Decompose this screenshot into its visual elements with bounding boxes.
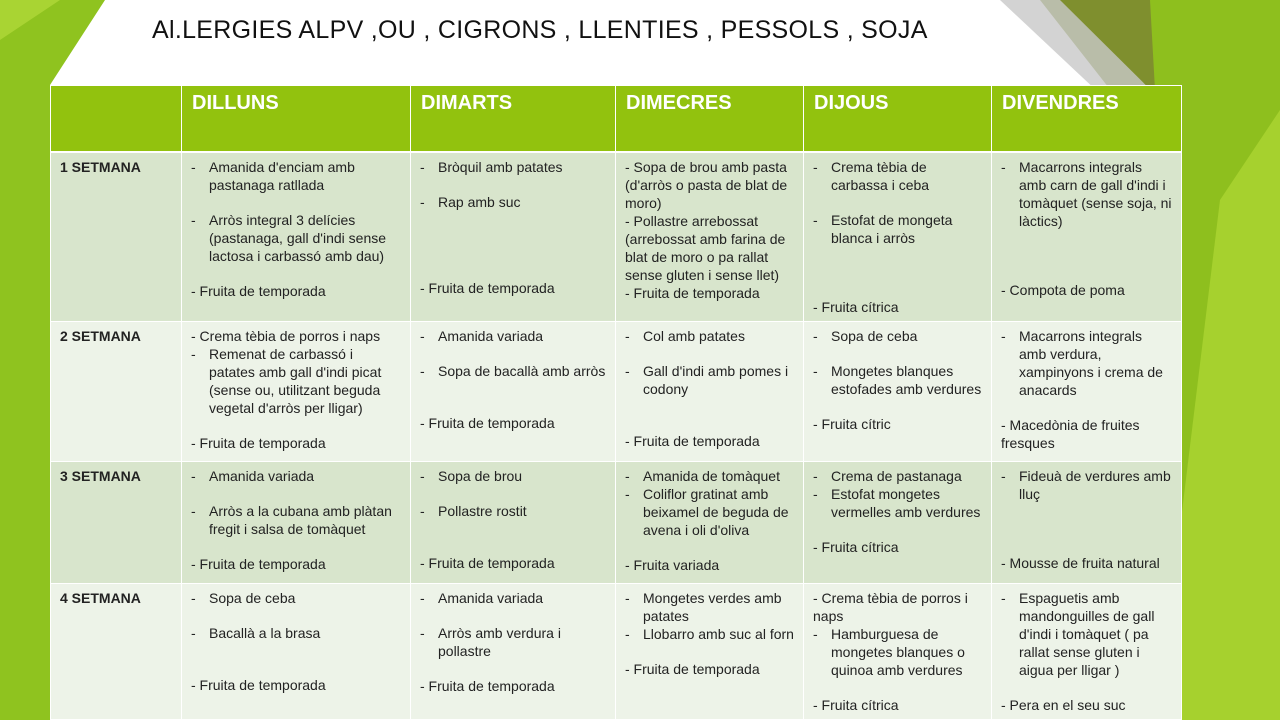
menu-cell <box>182 584 411 720</box>
menu-line: - Fruita de temporada <box>420 280 555 296</box>
line-spacer <box>1001 230 1172 247</box>
line-spacer <box>813 264 982 281</box>
menu-cell <box>992 152 1182 322</box>
table-row <box>51 152 1182 322</box>
menu-line: - Fruita de temporada <box>625 285 760 301</box>
menu-line: - Pera en el seu suc <box>1001 697 1126 713</box>
dish-item: - Amanida de tomàquet <box>625 467 794 485</box>
header-row <box>51 86 1182 153</box>
menu-cell <box>804 152 992 322</box>
line-spacer <box>813 247 982 264</box>
line-spacer <box>625 415 794 432</box>
line-spacer <box>813 194 982 211</box>
line-spacer <box>813 521 982 538</box>
menu-cell <box>616 152 804 322</box>
dish-item: - Bròquil amb patates <box>420 158 606 176</box>
week-label: 4 SETMANA <box>51 584 182 720</box>
menu-table <box>50 85 1182 720</box>
line-spacer <box>1001 399 1172 416</box>
line-spacer <box>420 262 606 279</box>
dish-item: - Amanida variada <box>191 467 401 485</box>
header-cell-dimarts: DIMARTS <box>411 86 616 153</box>
menu-line: - Crema tèbia de porros i naps <box>813 590 968 624</box>
dish-item: - Sopa de brou <box>420 467 606 485</box>
dish-item: - Espaguetis amb mandonguilles de gall d'indi i tomàquet ( pa rallat sense gluten i aigua per lligar ) <box>1001 589 1172 679</box>
menu-line: - Fruita de temporada <box>625 661 760 677</box>
menu-line: - Fruita cítric <box>813 416 891 432</box>
week-label: 3 SETMANA <box>51 462 182 584</box>
dish-item: - Arròs a la cubana amb plàtan fregit i salsa de tomàquet <box>191 502 401 538</box>
menu-line: - Macedònia de fruites fresques <box>1001 417 1140 451</box>
line-spacer <box>191 538 401 555</box>
table-row <box>51 322 1182 462</box>
dish-item: - Bacallà a la brasa <box>191 624 401 642</box>
dish-item: - Coliflor gratinat amb beixamel de beguda de avena i oli d'oliva <box>625 485 794 539</box>
menu-line: - Fruita de temporada <box>420 678 555 694</box>
menu-line: - Fruita variada <box>625 557 720 573</box>
dish-item: - Estofat mongetes vermelles amb verdures <box>813 485 982 521</box>
line-spacer <box>420 607 606 624</box>
menu-line: - Fruita cítrica <box>813 697 899 713</box>
dish-item: - Remenat de carbassó i patates amb gall d'indi picat (sense ou, utilitzant beguda vegetal d'arròs per lligar) <box>191 345 401 417</box>
dish-item: - Estofat de mongeta blanca i arròs <box>813 211 982 247</box>
dish-item: - Hamburguesa de mongetes blanques o quinoa amb verdures <box>813 625 982 679</box>
dish-item: - Amanida variada <box>420 589 606 607</box>
menu-cell <box>411 322 616 462</box>
dish-item: - Rap amb suc <box>420 193 606 211</box>
line-spacer <box>625 345 794 362</box>
line-spacer <box>813 679 982 696</box>
line-spacer <box>191 485 401 502</box>
dish-item: - Fideuà de verdures amb lluç <box>1001 467 1172 503</box>
header-cell-dijous: DIJOUS <box>804 86 992 153</box>
line-spacer <box>420 660 606 677</box>
line-spacer <box>625 643 794 660</box>
line-spacer <box>420 245 606 262</box>
menu-cell <box>411 152 616 322</box>
line-spacer <box>191 417 401 434</box>
line-spacer <box>420 211 606 228</box>
line-spacer <box>420 176 606 193</box>
dish-item: - Col amb patates <box>625 327 794 345</box>
menu-cell <box>616 462 804 584</box>
menu-cell <box>411 462 616 584</box>
line-spacer <box>420 485 606 502</box>
menu-line: - Compota de poma <box>1001 282 1125 298</box>
menu-cell <box>411 584 616 720</box>
menu-line: - Sopa de brou amb pasta (d'arròs o pasta de blat de moro) <box>625 159 788 211</box>
menu-line: - Fruita cítrica <box>813 539 899 555</box>
dish-item: - Sopa de ceba <box>813 327 982 345</box>
line-spacer <box>1001 679 1172 696</box>
header-cell-divendres: DIVENDRES <box>992 86 1182 153</box>
line-spacer <box>191 265 401 282</box>
week-label: 1 SETMANA <box>51 152 182 322</box>
line-spacer <box>420 537 606 554</box>
menu-line: - Fruita de temporada <box>191 677 326 693</box>
line-spacer <box>1001 503 1172 520</box>
menu-line: - Fruita de temporada <box>625 433 760 449</box>
menu-line: - Fruita de temporada <box>191 283 326 299</box>
menu-line: - Fruita de temporada <box>420 415 555 431</box>
menu-line: - Fruita de temporada <box>420 555 555 571</box>
dish-item: - Crema tèbia de carbassa i ceba <box>813 158 982 194</box>
menu-cell <box>804 584 992 720</box>
line-spacer <box>813 281 982 298</box>
menu-cell <box>616 322 804 462</box>
menu-cell <box>992 584 1182 720</box>
line-spacer <box>420 228 606 245</box>
line-spacer <box>420 345 606 362</box>
header-cell-dilluns: DILLUNS <box>182 86 411 153</box>
dish-item: - Amanida variada <box>420 327 606 345</box>
line-spacer <box>1001 537 1172 554</box>
menu-line: - Fruita cítrica <box>813 299 899 315</box>
menu-cell <box>804 462 992 584</box>
week-label: 2 SETMANA <box>51 322 182 462</box>
line-spacer <box>420 380 606 397</box>
line-spacer <box>420 520 606 537</box>
line-spacer <box>1001 520 1172 537</box>
line-spacer <box>191 642 401 659</box>
line-spacer <box>191 194 401 211</box>
page-title: Al.LERGIES ALPV ,OU , CIGRONS , LLENTIES , PESSOLS , SOJA <box>152 16 928 44</box>
menu-line: - Fruita de temporada <box>191 435 326 451</box>
menu-line: - Pollastre arrebossat (arrebossat amb farina de blat de moro o pa rallat sense gluten i sense llet) <box>625 213 786 283</box>
dish-item: - Sopa de ceba <box>191 589 401 607</box>
menu-cell <box>992 462 1182 584</box>
line-spacer <box>625 398 794 415</box>
dish-item: - Mongetes blanques estofades amb verdures <box>813 362 982 398</box>
line-spacer <box>191 659 401 676</box>
line-spacer <box>625 539 794 556</box>
dish-item: - Gall d'indi amb pomes i codony <box>625 362 794 398</box>
menu-line: - Fruita de temporada <box>191 556 326 572</box>
dish-item: - Arròs integral 3 delícies (pastanaga, gall d'indi sense lactosa i carbassó amb dau) <box>191 211 401 265</box>
menu-line: - Crema tèbia de porros i naps <box>191 328 381 344</box>
header-cell-empty <box>51 86 182 153</box>
table-row <box>51 584 1182 720</box>
menu-cell <box>182 462 411 584</box>
menu-line: - Mousse de fruita natural <box>1001 555 1160 571</box>
dish-item: - Mongetes verdes amb patates <box>625 589 794 625</box>
line-spacer <box>813 345 982 362</box>
menu-cell <box>182 152 411 322</box>
dish-item: - Arròs amb verdura i pollastre <box>420 624 606 660</box>
line-spacer <box>420 397 606 414</box>
dish-item: - Amanida d'enciam amb pastanaga ratllada <box>191 158 401 194</box>
dish-item: - Crema de pastanaga <box>813 467 982 485</box>
line-spacer <box>1001 247 1172 264</box>
table-row <box>51 462 1182 584</box>
menu-cell <box>804 322 992 462</box>
menu-cell <box>992 322 1182 462</box>
line-spacer <box>1001 264 1172 281</box>
line-spacer <box>813 398 982 415</box>
dish-item: - Sopa de bacallà amb arròs <box>420 362 606 380</box>
menu-cell <box>182 322 411 462</box>
dish-item: - Llobarro amb suc al forn <box>625 625 794 643</box>
menu-cell <box>616 584 804 720</box>
dish-item: - Macarrons integrals amb verdura, xampinyons i crema de anacards <box>1001 327 1172 399</box>
header-cell-dimecres: DIMECRES <box>616 86 804 153</box>
dish-item: - Macarrons integrals amb carn de gall d'indi i tomàquet (sense soja, ni làctics) <box>1001 158 1172 230</box>
line-spacer <box>191 607 401 624</box>
dish-item: - Pollastre rostit <box>420 502 606 520</box>
